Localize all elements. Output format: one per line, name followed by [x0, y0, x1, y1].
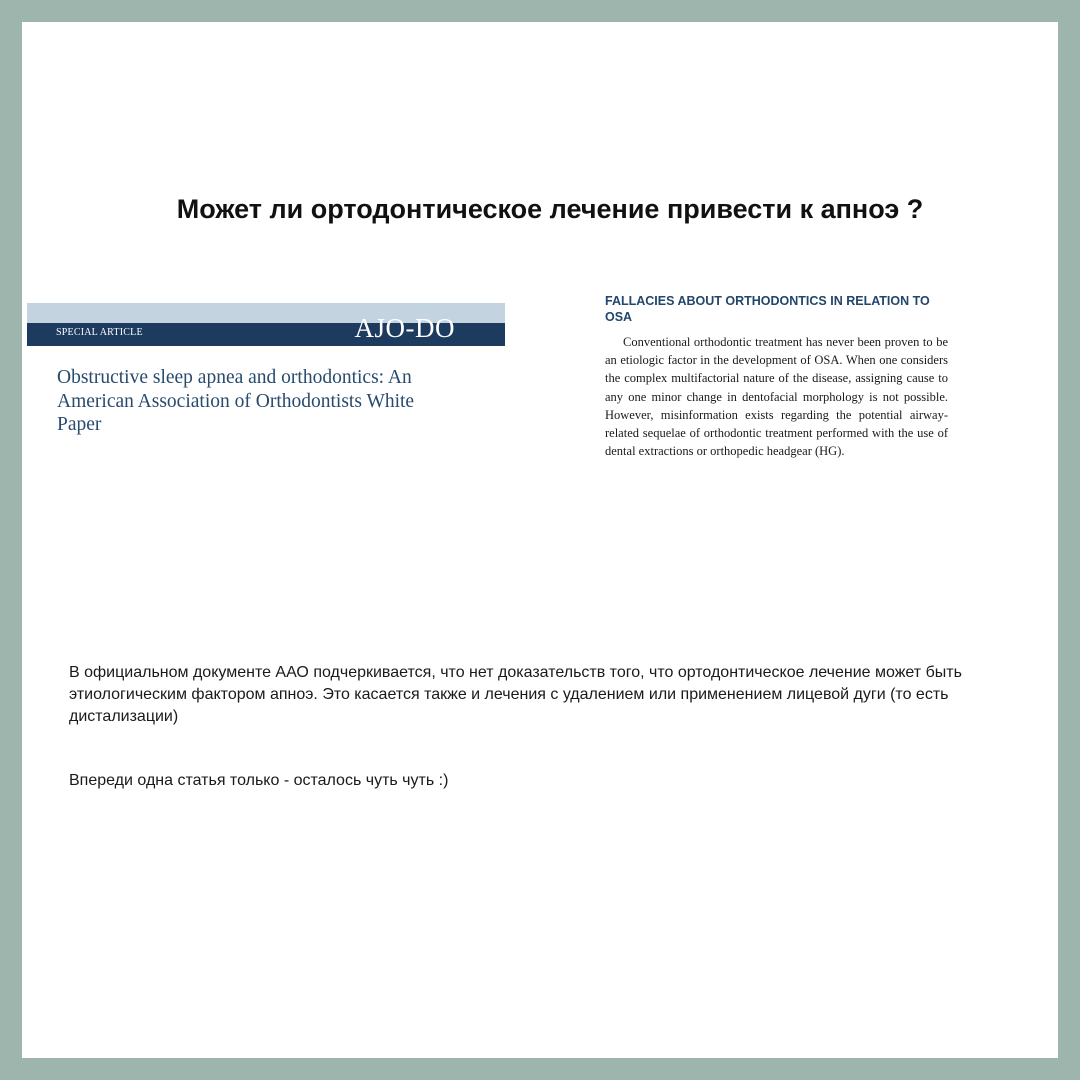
excerpt-heading: FALLACIES ABOUT ORTHODONTICS IN RELATION TO OSA	[605, 294, 930, 324]
excerpt-body: Conventional orthodontic treatment has never been proven to be an etiologic factor in the development of OSA. When one considers the complex multifactorial nature of the disease, assigning cause to any one minor change in dentofacial morphology is not possible. However, misinformation exists regarding the potential airway-related sequelae of orthodontic treatment performed with the use of dental extractions or orthopedic headgear (HG).	[605, 335, 948, 459]
closing-note: Впереди одна статья только - осталось чуть чуть :)	[69, 772, 449, 789]
journal-header-clipping	[27, 303, 505, 437]
slide	[22, 22, 1058, 1058]
journal-logo: AJO-DO	[354, 313, 455, 343]
article-title: Obstructive sleep apnea and orthodontics: An American Association of Orthodontists White Paper	[57, 367, 415, 435]
slide-title: Может ли ортодонтическое лечение привести к апноэ ?	[176, 194, 924, 224]
summary-paragraph: В официальном документе ААО подчеркивается, что нет доказательств того, что ортодонтическое лечение может быть этиологическим фактором апноэ. Это касается также и лечения с удалением или применением лицевой дуги (то есть дистализации)	[69, 664, 962, 725]
article-excerpt	[605, 293, 948, 460]
journal-band-dark	[27, 313, 505, 346]
article-type-label: SPECIAL ARTICLE	[56, 327, 143, 338]
